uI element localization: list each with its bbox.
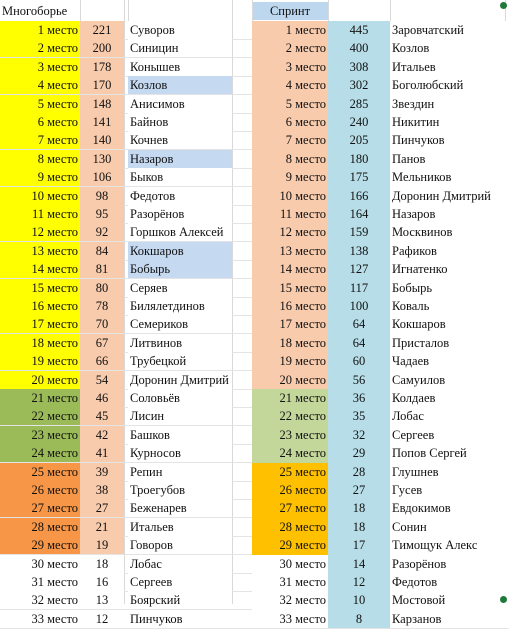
right-place-cell[interactable]: 14 место [252,260,328,278]
right-score-cell[interactable]: 27 [328,481,390,499]
left-place-cell[interactable]: 9 место [0,168,80,186]
left-score-cell[interactable]: 200 [80,39,124,57]
right-name-cell[interactable]: Сергеев [390,426,509,444]
right-score-cell[interactable]: 240 [328,113,390,131]
left-place-cell[interactable]: 14 место [0,260,80,278]
left-name-cell[interactable]: Курносов [128,444,232,462]
right-place-cell[interactable]: 28 место [252,518,328,536]
right-place-cell[interactable]: 26 место [252,481,328,499]
left-score-cell[interactable]: 38 [80,481,124,499]
right-name-cell[interactable]: Москвинов [390,223,509,241]
left-name-cell[interactable]: Федотов [128,187,232,205]
right-score-cell[interactable]: 138 [328,242,390,260]
right-place-cell[interactable]: 27 место [252,499,328,517]
left-header[interactable]: Многоборье [2,4,68,18]
right-score-cell[interactable]: 445 [328,21,390,39]
right-name-cell[interactable]: Глушнев [390,463,509,481]
right-header[interactable]: Спринт [252,2,328,20]
right-score-cell[interactable]: 32 [328,426,390,444]
left-score-cell[interactable]: 19 [80,536,124,554]
right-place-cell[interactable]: 2 место [252,39,328,57]
right-place-cell[interactable]: 30 место [252,555,328,573]
left-place-cell[interactable]: 11 место [0,205,80,223]
right-name-cell[interactable]: Лобас [390,407,509,425]
left-place-cell[interactable]: 27 место [0,499,80,517]
left-score-cell[interactable]: 12 [80,610,124,628]
right-place-cell[interactable]: 32 место [252,591,328,609]
left-name-cell[interactable]: Лисин [128,407,232,425]
left-name-cell[interactable]: Лобас [128,555,232,573]
left-score-cell[interactable]: 66 [80,352,124,370]
right-score-cell[interactable]: 8 [328,610,390,628]
left-name-cell[interactable]: Пинчуков [128,610,232,628]
left-score-cell[interactable]: 170 [80,76,124,94]
left-score-cell[interactable]: 27 [80,499,124,517]
left-name-cell[interactable]: Соловьёв [128,389,232,407]
right-place-cell[interactable]: 5 место [252,95,328,113]
right-name-cell[interactable]: Боголюбский [390,76,509,94]
left-score-cell[interactable]: 141 [80,113,124,131]
right-name-cell[interactable]: Колдаев [390,389,509,407]
right-place-cell[interactable]: 6 место [252,113,328,131]
left-score-cell[interactable]: 54 [80,371,124,389]
right-name-cell[interactable]: Коваль [390,297,509,315]
left-place-cell[interactable]: 18 место [0,334,80,352]
left-place-cell[interactable]: 30 место [0,555,80,573]
right-score-cell[interactable]: 17 [328,536,390,554]
left-place-cell[interactable]: 23 место [0,426,80,444]
right-place-cell[interactable]: 22 место [252,407,328,425]
left-score-cell[interactable]: 81 [80,260,124,278]
left-place-cell[interactable]: 13 место [0,242,80,260]
left-place-cell[interactable]: 6 место [0,113,80,131]
left-score-cell[interactable]: 130 [80,150,124,168]
left-name-cell[interactable]: Серяев [128,279,232,297]
left-score-cell[interactable]: 67 [80,334,124,352]
left-name-cell[interactable]: Синицин [128,39,232,57]
right-score-cell[interactable]: 100 [328,297,390,315]
right-place-cell[interactable]: 15 место [252,279,328,297]
left-score-cell[interactable]: 84 [80,242,124,260]
right-place-cell[interactable]: 13 место [252,242,328,260]
left-name-cell[interactable]: Башков [128,426,232,444]
left-score-cell[interactable]: 42 [80,426,124,444]
right-place-cell[interactable]: 31 место [252,573,328,591]
left-place-cell[interactable]: 16 место [0,297,80,315]
right-name-cell[interactable]: Звездин [390,95,509,113]
left-name-cell[interactable]: Говоров [128,536,232,554]
right-score-cell[interactable]: 12 [328,573,390,591]
left-name-cell[interactable]: Конышев [128,58,232,76]
left-name-cell[interactable]: Быков [128,168,232,186]
left-score-cell[interactable]: 78 [80,297,124,315]
right-score-cell[interactable]: 14 [328,555,390,573]
left-place-cell[interactable]: 19 место [0,352,80,370]
left-name-cell[interactable]: Анисимов [128,95,232,113]
right-place-cell[interactable]: 7 место [252,131,328,149]
right-place-cell[interactable]: 23 место [252,426,328,444]
right-name-cell[interactable]: Разорёнов [390,555,509,573]
right-score-cell[interactable]: 28 [328,463,390,481]
right-place-cell[interactable]: 18 место [252,334,328,352]
left-name-cell[interactable]: Кокшаров [128,242,232,260]
right-name-cell[interactable]: Панов [390,150,509,168]
left-score-cell[interactable]: 39 [80,463,124,481]
left-place-cell[interactable]: 31 место [0,573,80,591]
left-name-cell[interactable]: Семериков [128,315,232,333]
left-place-cell[interactable]: 4 место [0,76,80,94]
right-name-cell[interactable]: Кокшаров [390,315,509,333]
right-score-cell[interactable]: 308 [328,58,390,76]
left-place-cell[interactable]: 28 место [0,518,80,536]
left-score-cell[interactable]: 21 [80,518,124,536]
left-score-cell[interactable]: 13 [80,591,124,609]
left-name-cell[interactable]: Байнов [128,113,232,131]
left-score-cell[interactable]: 41 [80,444,124,462]
left-name-cell[interactable]: Доронин Дмитрий [128,371,232,389]
right-place-cell[interactable]: 10 место [252,187,328,205]
left-place-cell[interactable]: 1 место [0,21,80,39]
left-place-cell[interactable]: 29 место [0,536,80,554]
left-name-cell[interactable]: Троегубов [128,481,232,499]
left-name-cell[interactable]: Сергеев [128,573,232,591]
right-score-cell[interactable]: 36 [328,389,390,407]
right-score-cell[interactable]: 175 [328,168,390,186]
right-name-cell[interactable]: Евдокимов [390,499,509,517]
right-place-cell[interactable]: 17 место [252,315,328,333]
right-score-cell[interactable]: 159 [328,223,390,241]
right-place-cell[interactable]: 25 место [252,463,328,481]
right-name-cell[interactable]: Тимощук Алекс [390,536,509,554]
right-name-cell[interactable]: Заровчатский [390,21,509,39]
right-place-cell[interactable]: 8 место [252,150,328,168]
right-place-cell[interactable]: 19 место [252,352,328,370]
right-name-cell[interactable]: Присталов [390,334,509,352]
right-name-cell[interactable]: Никитин [390,113,509,131]
left-score-cell[interactable]: 46 [80,389,124,407]
right-score-cell[interactable]: 60 [328,352,390,370]
left-place-cell[interactable]: 5 место [0,95,80,113]
left-name-cell[interactable]: Разорёнов [128,205,232,223]
right-score-cell[interactable]: 56 [328,371,390,389]
right-name-cell[interactable]: Итальев [390,58,509,76]
left-score-cell[interactable]: 45 [80,407,124,425]
right-place-cell[interactable]: 4 место [252,76,328,94]
right-name-cell[interactable]: Чадаев [390,352,509,370]
left-score-cell[interactable]: 140 [80,131,124,149]
right-place-cell[interactable]: 16 место [252,297,328,315]
right-name-cell[interactable]: Федотов [390,573,509,591]
left-place-cell[interactable]: 12 место [0,223,80,241]
left-place-cell[interactable]: 3 место [0,58,80,76]
right-name-cell[interactable]: Сонин [390,518,509,536]
right-name-cell[interactable]: Козлов [390,39,509,57]
right-score-cell[interactable]: 180 [328,150,390,168]
left-name-cell[interactable]: Козлов [128,76,232,94]
left-place-cell[interactable]: 26 место [0,481,80,499]
right-score-cell[interactable]: 35 [328,407,390,425]
right-name-cell[interactable]: Игнатенко [390,260,509,278]
right-score-cell[interactable]: 205 [328,131,390,149]
right-place-cell[interactable]: 1 место [252,21,328,39]
right-place-cell[interactable]: 11 место [252,205,328,223]
selection-handle-icon[interactable] [500,596,507,603]
right-score-cell[interactable]: 285 [328,95,390,113]
right-name-cell[interactable]: Назаров [390,205,509,223]
right-score-cell[interactable]: 164 [328,205,390,223]
left-name-cell[interactable]: Билялетдинов [128,297,232,315]
right-place-cell[interactable]: 3 место [252,58,328,76]
right-name-cell[interactable]: Самуилов [390,371,509,389]
left-score-cell[interactable]: 95 [80,205,124,223]
right-place-cell[interactable]: 33 место [252,610,328,628]
right-score-cell[interactable]: 10 [328,591,390,609]
column-gridline [124,0,125,604]
left-name-cell[interactable]: Суворов [128,21,232,39]
right-score-cell[interactable]: 64 [328,334,390,352]
right-score-cell[interactable]: 29 [328,444,390,462]
right-place-cell[interactable]: 24 место [252,444,328,462]
left-name-cell[interactable]: Кочнев [128,131,232,149]
left-place-cell[interactable]: 25 место [0,463,80,481]
right-name-cell[interactable]: Бобырь [390,279,509,297]
right-name-cell[interactable]: Гусев [390,481,509,499]
right-name-cell[interactable]: Мельников [390,168,509,186]
left-score-cell[interactable]: 16 [80,573,124,591]
left-score-cell[interactable]: 148 [80,95,124,113]
left-name-cell[interactable]: Назаров [128,150,232,168]
left-place-cell[interactable]: 2 место [0,39,80,57]
right-score-cell[interactable]: 18 [328,518,390,536]
right-name-cell[interactable]: Мостовой [390,591,509,609]
right-name-cell[interactable]: Попов Сергей [390,444,509,462]
left-score-cell[interactable]: 221 [80,21,124,39]
left-score-cell[interactable]: 106 [80,168,124,186]
right-score-cell[interactable]: 400 [328,39,390,57]
right-place-cell[interactable]: 9 место [252,168,328,186]
left-place-cell[interactable]: 32 место [0,591,80,609]
right-place-cell[interactable]: 12 место [252,223,328,241]
left-score-cell[interactable]: 92 [80,223,124,241]
left-name-cell[interactable]: Горшков Алексей [128,223,232,241]
left-name-cell[interactable]: Итальев [128,518,232,536]
left-place-cell[interactable]: 22 место [0,407,80,425]
left-name-cell[interactable]: Репин [128,463,232,481]
right-score-cell[interactable]: 64 [328,315,390,333]
column-gridline [232,0,233,604]
right-name-cell[interactable]: Рафиков [390,242,509,260]
right-score-cell[interactable]: 302 [328,76,390,94]
left-place-cell[interactable]: 20 место [0,371,80,389]
right-score-cell[interactable]: 166 [328,187,390,205]
left-place-cell[interactable]: 24 место [0,444,80,462]
left-name-cell[interactable]: Трубецкой [128,352,232,370]
left-place-cell[interactable]: 15 место [0,279,80,297]
right-score-cell[interactable]: 117 [328,279,390,297]
left-place-cell[interactable]: 33 место [0,610,80,628]
selection-handle-icon[interactable] [500,2,507,9]
left-score-cell[interactable]: 178 [80,58,124,76]
left-name-cell[interactable]: Беженарев [128,499,232,517]
left-name-cell[interactable]: Литвинов [128,334,232,352]
left-place-cell[interactable]: 10 место [0,187,80,205]
right-score-cell[interactable]: 127 [328,260,390,278]
left-place-cell[interactable]: 8 место [0,150,80,168]
left-place-cell[interactable]: 21 место [0,389,80,407]
right-name-cell[interactable]: Карзанов [390,610,509,628]
left-score-cell[interactable]: 18 [80,555,124,573]
right-score-cell[interactable]: 18 [328,499,390,517]
right-place-cell[interactable]: 29 место [252,536,328,554]
right-place-cell[interactable]: 21 место [252,389,328,407]
left-name-cell[interactable]: Боярский [128,591,232,609]
right-name-cell[interactable]: Пинчуков [390,131,509,149]
right-name-cell[interactable]: Доронин Дмитрий [390,187,509,205]
left-name-cell[interactable]: Бобырь [128,260,232,278]
left-place-cell[interactable]: 17 место [0,315,80,333]
right-place-cell[interactable]: 20 место [252,371,328,389]
left-score-cell[interactable]: 98 [80,187,124,205]
left-place-cell[interactable]: 7 место [0,131,80,149]
left-score-cell[interactable]: 70 [80,315,124,333]
left-score-cell[interactable]: 80 [80,279,124,297]
